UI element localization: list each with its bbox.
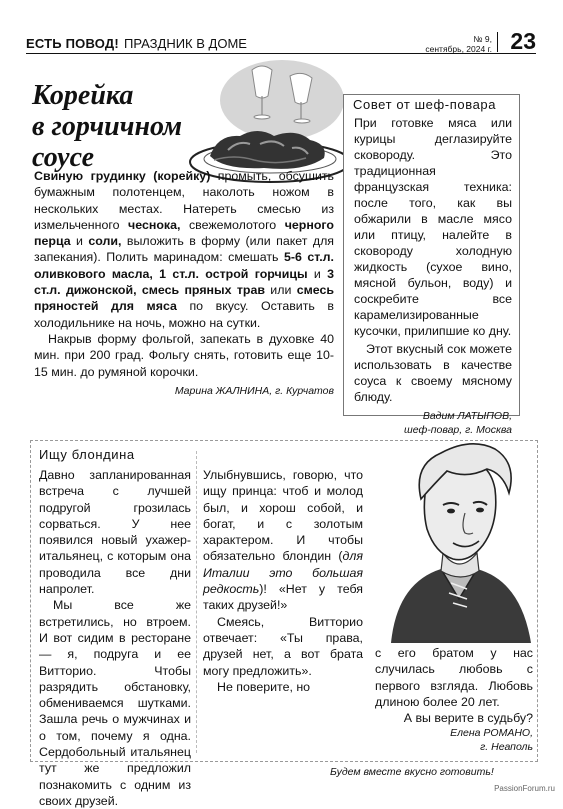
story-column-1 (39, 467, 191, 809)
story-text: )! «Нет у тебя таких друзей!» (203, 582, 363, 613)
recipe-title-line: в горчичном (32, 111, 183, 142)
chef-tip-heading: Совет от шеф-повара (353, 97, 497, 112)
story-paragraph: Давно запланированная встреча с лучшей подругой грозилась сорваться. У нее появился новый ухажер-итальянец, с которым она проводила все дни напролет. (39, 468, 191, 597)
recipe-ingredient: 3 ст.л. дижонской, смесь пряных трав (34, 266, 335, 298)
column-divider (196, 451, 197, 753)
story-italic-text: для Италии это большая редкость (203, 549, 363, 597)
story-column-3 (375, 645, 533, 754)
recipe-text: выложить в форму (или пакет для запекания). Полить маринадом: смешать (34, 234, 335, 265)
recipe-ingredient: Свиную грудинку (корейку) (34, 169, 211, 183)
recipe-paragraph: Накрыв форму фольгой, запекать в духовке 40 мин. при 200 град. Фольгу снять, готовить еще 10-15 мин. до румяной корочки. (34, 331, 334, 379)
recipe-text: или (264, 283, 297, 298)
recipe-title-line: соусе (32, 142, 95, 173)
issue-date: сентябрь, 2024 г. (425, 44, 492, 54)
chef-tip-paragraph: Этот вкусный сок можете использовать в качестве соуса к своему мясному блюду. (354, 342, 512, 404)
man-illustration (381, 443, 535, 643)
recipe-paragraph (34, 168, 334, 331)
header-divider (497, 32, 499, 52)
recipe-ingredient: черного перца (34, 217, 334, 249)
section-title: ПРАЗДНИК В ДОМЕ (124, 36, 247, 51)
page-number: 23 (510, 28, 536, 54)
recipe-title-line: Корейка (32, 80, 134, 111)
story-author-city: г. Неаполь (480, 741, 533, 754)
story-text: Улыбнувшись, говорю, что ищу принца: чтоб и молод был, и хорош собой, и богат, и с золотым характером. И чтобы обязательно блондин ( (203, 468, 363, 564)
recipe-body (34, 168, 334, 399)
recipe-text: и (70, 234, 89, 249)
recipe-text: свежемолотого (180, 217, 285, 232)
rubric-title: ЕСТЬ ПОВОД! (26, 36, 119, 51)
chef-tip-paragraph: При готовке мяса или курицы деглазируйте сковороду. Это традиционная французская техника: после того, как вы обжарили в масле мясо или птицу, налейте в сковороду холодную жидкость (сухое вино, мясной бульон, воду) и соскребите все карамелизированные кусочки, прилипшие ко дну. (354, 116, 512, 338)
chef-tip-body (354, 115, 512, 437)
recipe-title (32, 80, 202, 173)
page-header (26, 24, 536, 54)
recipe-text: и (307, 266, 328, 281)
story-paragraph: Мы все же встретились, но втроем. И вот сидим в ресторане — я, подруга и ее Витторио. Чтобы разрядить обстановку, обмениваемся шутками. Зашла речь о мужчинах и о том, почему я одна. Сердобольный итальянец тут же предложил познакомить с одним из своих друзей. (39, 598, 191, 808)
footer-slogan: Будем вместе вкусно готовить! (330, 766, 494, 778)
recipe-ingredient: смесь пряностей для мяса (34, 283, 334, 314)
story-paragraph (203, 467, 363, 614)
watermark: PassionForum.ru (494, 784, 555, 793)
chef-role: шеф-повар, г. Москва (404, 424, 512, 436)
chef-tip-author (354, 409, 512, 437)
story-paragraph: Смеясь, Витторио отвечает: «Ты права, друзей нет, а вот брата могу предложить». (203, 614, 363, 678)
issue-info (425, 34, 492, 54)
story-heading: Ищу блондина (39, 447, 135, 462)
chef-tip-box (343, 94, 520, 436)
recipe-ingredient: чеснока, (128, 217, 181, 232)
dish-illustration (182, 58, 350, 186)
recipe-author: Марина ЖАЛНИНА, г. Курчатов (174, 384, 334, 397)
chef-name: Вадим ЛАТЫПОВ, (422, 410, 512, 422)
recipe-text: по вкусу. Оставить в холодильнике на ночь, можно на сутки. (34, 299, 334, 330)
story-author-name: Елена РОМАНО, (450, 727, 533, 740)
story-column-2 (203, 467, 363, 695)
recipe-ingredient: 5-6 ст.л. оливкового масла, 1 ст.л. острой горчицы (34, 250, 334, 281)
story-author (375, 726, 533, 754)
story-paragraph: с его братом у нас случилась любовь с первого взгляда. Любовь длиною более 20 лет. (375, 646, 533, 709)
recipe-ingredient: соли, (88, 234, 122, 249)
story-paragraph: А вы верите в судьбу? (403, 711, 533, 726)
issue-number: № 9, (473, 34, 492, 44)
recipe-text: промыть, обсушить бумажным полотенцем, наколоть ножом в нескольких местах. Натереть смесью из измельченного (34, 169, 334, 232)
story-paragraph: Не поверите, но (217, 679, 311, 694)
